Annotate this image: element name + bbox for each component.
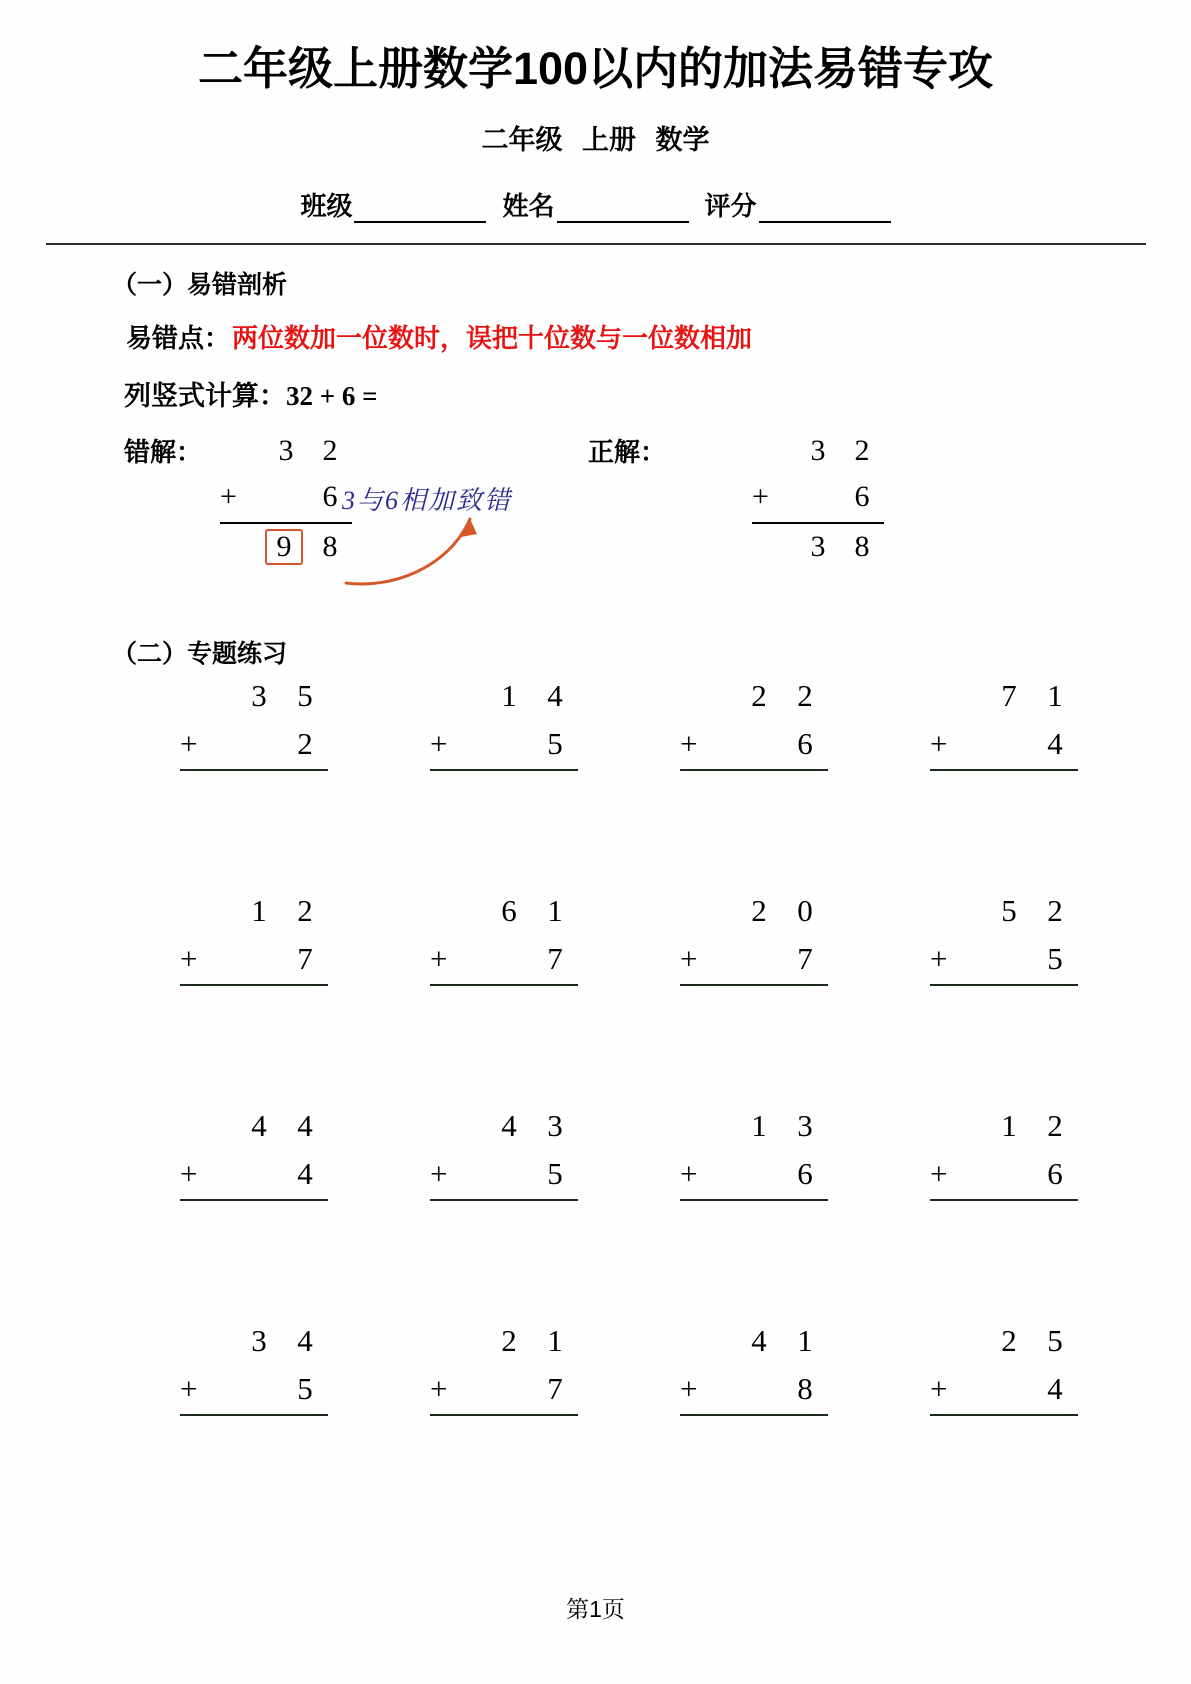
practice-problem[interactable] — [362, 1317, 612, 1532]
practice-top-tens: 3 — [251, 1323, 267, 1358]
practice-addend-tens-blank — [236, 1365, 282, 1413]
practice-problem[interactable] — [362, 1102, 612, 1317]
practice-top-ones: 2 — [297, 893, 313, 928]
practice-addend-ones: 5 — [297, 1371, 313, 1406]
correct-addend-ones: 6 — [854, 480, 870, 513]
practice-problem[interactable] — [112, 672, 362, 887]
practice-top-number — [680, 1102, 828, 1150]
practice-vertical-sum — [430, 672, 578, 819]
practice-addend-ones: 2 — [297, 726, 313, 761]
practice-vertical-sum — [680, 887, 828, 1034]
wrong-solution-example — [124, 428, 352, 570]
practice-plus-operator: + — [180, 1371, 198, 1406]
practice-plus-operator: + — [930, 1371, 948, 1406]
subtitle-volume: 上册 — [582, 125, 636, 155]
correct-top-number — [752, 428, 884, 474]
practice-top-ones: 4 — [547, 678, 563, 713]
practice-problem[interactable] — [862, 1317, 1112, 1532]
header-divider — [46, 243, 1146, 245]
practice-addend-tens-blank — [736, 1365, 782, 1413]
practice-top-tens: 3 — [251, 678, 267, 713]
practice-plus-operator: + — [180, 941, 198, 976]
practice-top-tens: 2 — [501, 1323, 517, 1358]
practice-top-ones: 5 — [1047, 1323, 1063, 1358]
practice-problem[interactable] — [612, 672, 862, 887]
practice-plus-operator: + — [180, 726, 198, 761]
practice-addend-row — [930, 935, 1078, 986]
practice-top-number — [430, 887, 578, 935]
subtitle-subject: 数学 — [655, 125, 710, 155]
correct-solution-label: 正解： — [588, 437, 667, 467]
practice-addend-tens-blank — [736, 1150, 782, 1198]
student-info-fields — [0, 186, 1191, 223]
practice-top-tens: 7 — [1001, 678, 1017, 713]
practice-top-ones: 2 — [797, 678, 813, 713]
practice-vertical-sum — [430, 1317, 578, 1464]
practice-answer-blank[interactable] — [180, 986, 328, 1034]
practice-top-ones: 1 — [797, 1323, 813, 1358]
practice-vertical-sum — [180, 887, 328, 1034]
practice-addend-row — [430, 1365, 578, 1416]
practice-addend-ones: 4 — [1047, 726, 1063, 761]
practice-answer-blank[interactable] — [930, 986, 1078, 1034]
wrong-solution-label: 错解： — [124, 437, 203, 467]
handwritten-annotation: 3与6相加致错 — [342, 486, 513, 515]
annotation-arrow-icon — [330, 495, 520, 590]
pitfall-row — [126, 318, 752, 355]
practice-top-ones: 1 — [547, 1323, 563, 1358]
practice-problem[interactable] — [862, 887, 1112, 1102]
name-field-label: 姓名 — [502, 191, 555, 221]
practice-row — [112, 887, 1112, 1102]
practice-top-tens: 1 — [751, 1108, 767, 1143]
correct-solution-example — [588, 428, 884, 570]
practice-addend-row — [680, 720, 828, 771]
practice-top-number — [680, 887, 828, 935]
practice-addend-ones: 8 — [797, 1371, 813, 1406]
class-field-label: 班级 — [300, 191, 353, 221]
wrong-top-ones: 2 — [322, 434, 338, 467]
practice-addend-row — [430, 1150, 578, 1201]
name-field-line[interactable] — [557, 195, 689, 223]
practice-plus-operator: + — [680, 941, 698, 976]
practice-top-ones: 4 — [297, 1323, 313, 1358]
practice-addend-tens-blank — [986, 1365, 1032, 1413]
practice-answer-blank[interactable] — [430, 771, 578, 819]
practice-problem[interactable] — [862, 672, 1112, 887]
correct-vertical-sum — [752, 428, 884, 570]
class-field[interactable] — [300, 186, 486, 223]
practice-problem-grid — [112, 672, 1112, 1532]
practice-answer-blank[interactable] — [180, 1416, 328, 1464]
practice-addend-ones: 5 — [547, 726, 563, 761]
practice-top-tens: 6 — [501, 893, 517, 928]
practice-problem[interactable] — [112, 1102, 362, 1317]
practice-addend-row — [680, 935, 828, 986]
correct-addend-tens — [796, 474, 840, 520]
practice-top-number — [680, 672, 828, 720]
practice-top-tens: 2 — [751, 893, 767, 928]
practice-addend-ones: 7 — [547, 941, 563, 976]
practice-top-number — [930, 672, 1078, 720]
practice-vertical-sum — [180, 1317, 328, 1464]
practice-addend-tens-blank — [986, 720, 1032, 768]
practice-top-tens: 2 — [751, 678, 767, 713]
practice-answer-blank[interactable] — [680, 1416, 828, 1464]
practice-addend-ones: 7 — [297, 941, 313, 976]
practice-addend-ones: 6 — [797, 726, 813, 761]
practice-vertical-sum — [930, 672, 1078, 819]
practice-addend-row — [180, 1365, 328, 1416]
practice-answer-blank[interactable] — [930, 1201, 1078, 1249]
practice-top-number — [430, 672, 578, 720]
practice-addend-tens-blank — [486, 1365, 532, 1413]
practice-addend-row — [180, 1150, 328, 1201]
practice-row — [112, 672, 1112, 887]
practice-plus-operator: + — [430, 1371, 448, 1406]
practice-answer-blank[interactable] — [430, 1416, 578, 1464]
calc-prompt-expression: 32 + 6 = — [286, 381, 378, 411]
practice-addend-ones: 7 — [797, 941, 813, 976]
calc-prompt-label: 列竖式计算： — [124, 381, 286, 411]
page-subtitle — [0, 118, 1191, 157]
correct-plus-operator: + — [752, 480, 769, 513]
section-practice-heading: （二）专题练习 — [112, 640, 288, 668]
practice-vertical-sum — [680, 1317, 828, 1464]
wrong-addend-ones: 6 — [322, 480, 338, 513]
wrong-plus-operator: + — [220, 480, 237, 513]
practice-top-tens: 4 — [251, 1108, 267, 1143]
name-field[interactable] — [502, 186, 688, 223]
practice-top-number — [180, 887, 328, 935]
section-analysis-heading: （一）易错剖析 — [112, 271, 288, 299]
practice-plus-operator: + — [680, 1156, 698, 1191]
practice-problem[interactable] — [862, 1102, 1112, 1317]
practice-vertical-sum — [680, 1102, 828, 1249]
practice-plus-operator: + — [430, 1156, 448, 1191]
practice-top-ones: 4 — [297, 1108, 313, 1143]
practice-addend-tens-blank — [986, 1150, 1032, 1198]
practice-addend-row — [180, 935, 328, 986]
practice-answer-blank[interactable] — [930, 771, 1078, 819]
practice-top-tens: 1 — [501, 678, 517, 713]
practice-top-number — [180, 1102, 328, 1150]
practice-top-number — [430, 1102, 578, 1150]
practice-vertical-sum — [430, 1102, 578, 1249]
correct-result-row — [752, 524, 884, 570]
practice-top-number — [930, 1102, 1078, 1150]
practice-addend-row — [680, 1150, 828, 1201]
practice-top-tens: 2 — [1001, 1323, 1017, 1358]
practice-addend-ones: 5 — [1047, 941, 1063, 976]
wrong-result-tens — [264, 524, 308, 570]
practice-vertical-sum — [930, 1317, 1078, 1464]
practice-vertical-sum — [430, 887, 578, 1034]
practice-addend-ones: 4 — [1047, 1371, 1063, 1406]
practice-addend-tens-blank — [236, 1150, 282, 1198]
practice-addend-tens-blank — [986, 935, 1032, 983]
practice-plus-operator: + — [180, 1156, 198, 1191]
practice-addend-tens-blank — [236, 935, 282, 983]
practice-top-tens: 4 — [751, 1323, 767, 1358]
correct-top-ones: 2 — [854, 434, 870, 467]
practice-addend-row — [180, 720, 328, 771]
practice-addend-tens-blank — [486, 935, 532, 983]
wrong-top-tens: 3 — [278, 434, 294, 467]
practice-problem[interactable] — [362, 672, 612, 887]
practice-addend-row — [930, 1150, 1078, 1201]
wrong-result-tens-box: 9 — [265, 529, 303, 565]
pitfall-text: 两位数加一位数时，误把十位数与一位数相加 — [232, 323, 753, 353]
practice-top-ones: 1 — [547, 893, 563, 928]
practice-plus-operator: + — [430, 726, 448, 761]
practice-vertical-sum — [180, 672, 328, 819]
practice-vertical-sum — [930, 1102, 1078, 1249]
practice-top-number — [430, 1317, 578, 1365]
subtitle-grade: 二年级 — [481, 125, 563, 155]
practice-top-ones: 2 — [1047, 893, 1063, 928]
practice-plus-operator: + — [680, 1371, 698, 1406]
practice-plus-operator: + — [930, 941, 948, 976]
practice-plus-operator: + — [930, 726, 948, 761]
practice-top-ones: 1 — [1047, 678, 1063, 713]
practice-addend-tens-blank — [486, 720, 532, 768]
practice-top-tens: 1 — [1001, 1108, 1017, 1143]
practice-addend-tens-blank — [736, 720, 782, 768]
practice-addend-tens-blank — [736, 935, 782, 983]
practice-addend-row — [430, 935, 578, 986]
practice-top-ones: 2 — [1047, 1108, 1063, 1143]
practice-problem[interactable] — [112, 1317, 362, 1532]
score-field[interactable] — [705, 186, 891, 223]
correct-result-ones: 8 — [854, 530, 870, 563]
practice-top-tens: 5 — [1001, 893, 1017, 928]
practice-addend-ones: 6 — [1047, 1156, 1063, 1191]
page-title: 二年级上册数学100以内的加法易错专攻 — [197, 43, 994, 94]
practice-answer-blank[interactable] — [430, 1201, 578, 1249]
practice-problem[interactable] — [612, 1317, 862, 1532]
practice-row — [112, 1102, 1112, 1317]
score-field-label: 评分 — [704, 191, 757, 221]
practice-problem[interactable] — [612, 1102, 862, 1317]
practice-addend-ones: 7 — [547, 1371, 563, 1406]
practice-answer-blank[interactable] — [680, 1201, 828, 1249]
practice-plus-operator: + — [430, 941, 448, 976]
practice-top-ones: 3 — [797, 1108, 813, 1143]
practice-addend-row — [930, 1365, 1078, 1416]
practice-addend-ones: 5 — [547, 1156, 563, 1191]
pitfall-label: 易错点： — [126, 323, 231, 353]
practice-top-tens: 4 — [501, 1108, 517, 1143]
practice-problem[interactable] — [362, 887, 612, 1102]
practice-top-number — [180, 1317, 328, 1365]
practice-problem[interactable] — [112, 887, 362, 1102]
class-field-line[interactable] — [354, 195, 486, 223]
wrong-top-number — [220, 428, 352, 474]
practice-top-tens: 1 — [251, 893, 267, 928]
practice-top-ones: 0 — [797, 893, 813, 928]
practice-addend-row — [430, 720, 578, 771]
practice-top-number — [930, 887, 1078, 935]
practice-addend-row — [930, 720, 1078, 771]
wrong-addend-tens — [264, 474, 308, 520]
practice-answer-blank[interactable] — [680, 771, 828, 819]
correct-result-tens: 3 — [810, 530, 826, 563]
practice-addend-tens-blank — [236, 720, 282, 768]
practice-answer-blank[interactable] — [430, 986, 578, 1034]
practice-addend-row — [680, 1365, 828, 1416]
wrong-result-ones: 8 — [322, 530, 338, 563]
practice-top-number — [180, 672, 328, 720]
practice-vertical-sum — [180, 1102, 328, 1249]
practice-top-ones: 3 — [547, 1108, 563, 1143]
practice-plus-operator: + — [680, 726, 698, 761]
practice-problem[interactable] — [612, 887, 862, 1102]
practice-top-ones: 5 — [297, 678, 313, 713]
practice-addend-tens-blank — [486, 1150, 532, 1198]
practice-answer-blank[interactable] — [180, 771, 328, 819]
practice-addend-ones: 4 — [297, 1156, 313, 1191]
practice-top-number — [680, 1317, 828, 1365]
page-footer: 第1页 — [566, 1596, 625, 1622]
calc-prompt — [124, 374, 378, 413]
practice-plus-operator: + — [930, 1156, 948, 1191]
practice-answer-blank[interactable] — [930, 1416, 1078, 1464]
correct-addend-row — [752, 474, 884, 524]
score-field-line[interactable] — [759, 195, 891, 223]
practice-vertical-sum — [680, 672, 828, 819]
practice-answer-blank[interactable] — [180, 1201, 328, 1249]
practice-vertical-sum — [930, 887, 1078, 1034]
practice-row — [112, 1317, 1112, 1532]
practice-answer-blank[interactable] — [680, 986, 828, 1034]
practice-addend-ones: 6 — [797, 1156, 813, 1191]
practice-top-number — [930, 1317, 1078, 1365]
correct-top-tens: 3 — [810, 434, 826, 467]
